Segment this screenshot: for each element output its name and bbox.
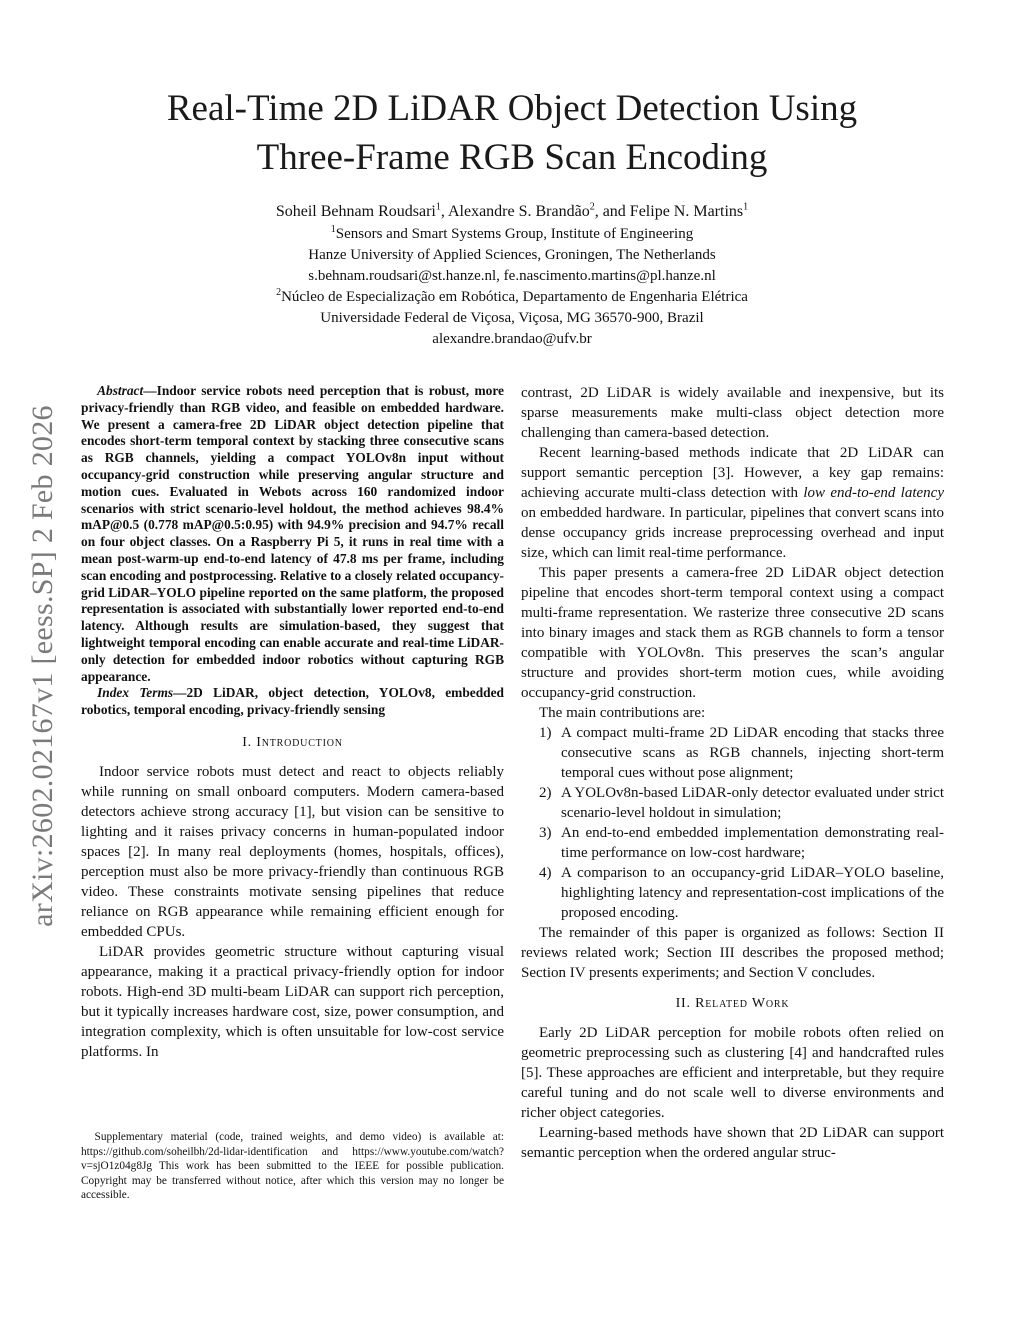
author-2-affil: 2 <box>589 201 595 213</box>
affiliation-2-text: Núcleo de Especialização em Robótica, Departamento de Engenharia Elétrica <box>281 289 748 305</box>
affiliation-1-line-1 <box>100 224 924 245</box>
intro-paragraph-4: This paper presents a camera-free 2D LiDAR object detection pipeline that encodes short-term temporal context using a compact multi-frame representation. We rasterize three consecutive 2D scans into binary images and stack them as RGB channels to form a tensor compatible with YOLOv8n. This preserves the scan’s angular structure and provides short-term motion cues, while avoiding occupancy-grid construction. <box>521 565 944 701</box>
index-terms <box>81 685 504 719</box>
intro-paragraph-3-part-b: on embedded hardware. In particular, pipelines that convert scans into dense occupancy grids increase preprocessing overhead and input size, which can limit real-time performance. <box>521 505 944 561</box>
intro-paragraph-3-part-a: Recent learning-based methods indicate that 2D LiDAR can support semantic perception [3]. However, a key gap remains: achieving accurate multi-class detection with <box>521 445 944 501</box>
arxiv-stamp-text: arXiv:2602.02167v1 [eess.SP] 2 Feb 2026 <box>26 405 60 927</box>
contribution-text: A compact multi-frame 2D LiDAR encoding that stacks three consecutive scans as RGB channels, injecting short-term temporal cues without pose alignment; <box>561 725 944 781</box>
affiliation-2-line-1 <box>100 287 924 308</box>
affiliation-1-line-2: Hanze University of Applied Sciences, Groningen, The Netherlands <box>308 247 716 263</box>
affiliation-2-line-2: Universidade Federal de Viçosa, Viçosa, MG 36570-900, Brazil <box>320 310 704 326</box>
intro-paragraph-3-emphasis: low end-to-end latency <box>803 485 944 501</box>
contribution-text: A comparison to an occupancy-grid LiDAR–YOLO baseline, highlighting latency and representation-cost implications of the proposed encoding. <box>561 865 944 921</box>
contribution-text: An end-to-end embedded implementation demonstrating real-time performance on low-cost hardware; <box>561 825 944 861</box>
title-line-2: Three-Frame RGB Scan Encoding <box>256 137 768 178</box>
affiliation-2-email: alexandre.brandao@ufv.br <box>432 331 592 347</box>
contribution-item <box>521 823 944 863</box>
contribution-number: 2) <box>539 785 552 801</box>
related-work-paragraph-1: Early 2D LiDAR perception for mobile robots often relied on geometric preprocessing such as clustering [4] and handcrafted rules [5]. These approaches are efficient and interpretable, but they require careful tuning and do not scale well to diverse environments and richer object categories. <box>521 1025 944 1121</box>
author-1: Soheil Behnam Roudsari <box>275 203 436 220</box>
author-3-affil: 1 <box>743 201 749 213</box>
affiliations <box>100 224 924 350</box>
contribution-item <box>521 863 944 923</box>
right-column <box>521 383 944 1163</box>
abstract <box>81 383 504 685</box>
index-terms-label: Index Terms <box>97 685 174 701</box>
related-work-paragraph-2: Learning-based methods have shown that 2D LiDAR can support semantic perception when the ordered angular struc- <box>521 1125 944 1161</box>
author-list <box>100 198 924 226</box>
section-heading-introduction: I. Introduction <box>242 734 343 750</box>
section-heading-related-work: II. Related Work <box>675 996 790 1011</box>
abstract-text: —Indoor service robots need perception that is robust, more privacy-friendly than RGB video, and feasible on embedded hardware. We present a camera-free 2D LiDAR object detection pipeline that encodes short-term temporal context by stacking three consecutive scans as RGB channels, yielding a compact YOLOv8n input without occupancy-grid construction while preserving angular structure and motion cues. Evaluated in Webots across 160 randomized indoor scenarios with strict scenario-level holdout, the method achieves 98.4% mAP@0.5 (0.778 mAP@0.5:0.95) with 94.9% precision and 94.7% recall on four object classes. On a Raspberry Pi 5, it runs in real time with a mean post-warm-up end-to-end latency of 47.8 ms per frame, including scan encoding and postprocessing. Relative to a closely related occupancy-grid LiDAR–YOLO pipeline reported on the same platform, the proposed representation is associated with substantially lower reported end-to-end latency. Although results are simulation-based, they suggest that lightweight temporal encoding can enable accurate and real-time LiDAR-only detection for embedded indoor robotics without capturing RGB appearance. <box>81 383 504 684</box>
affiliation-1-text: Sensors and Smart Systems Group, Institute of Engineering <box>335 226 694 242</box>
contribution-item <box>521 723 944 783</box>
contribution-text: A YOLOv8n-based LiDAR-only detector evaluated under strict scenario-level holdout in simulation; <box>561 785 944 821</box>
left-column <box>81 383 504 1062</box>
contributions-intro: The main contributions are: <box>539 705 706 721</box>
contributions-list <box>521 723 944 923</box>
abstract-label: Abstract <box>97 383 144 398</box>
contribution-number: 4) <box>539 865 552 881</box>
footnote: Supplementary material (code, trained weights, and demo video) is available at: https://github.com/soheilbh/2d-lidar-identification and https://www.youtube.com/watch?v=sjO1z04g8Jg This work has been submitted to the IEEE for possible publication. Copyright may be transferred without notice, after which this version may no longer be accessible. <box>81 1131 504 1202</box>
affiliation-1-emails: s.behnam.roudsari@st.hanze.nl, fe.nascimento.martins@pl.hanze.nl <box>308 268 716 284</box>
author-1-affil: 1 <box>435 201 441 213</box>
intro-paragraph-3 <box>521 443 944 563</box>
contribution-number: 3) <box>539 825 552 841</box>
arxiv-stamp <box>25 370 61 962</box>
intro-paragraph-2-continued: contrast, 2D LiDAR is widely available and inexpensive, but its sparse measurements make multi-class object detection more challenging than camera-based detection. <box>521 385 944 441</box>
title-line-1: Real-Time 2D LiDAR Object Detection Using <box>166 88 858 129</box>
paper-title <box>90 84 934 182</box>
intro-paragraph-organization: The remainder of this paper is organized as follows: Section II reviews related work; Section III describes the proposed method; Section IV presents experiments; and Section V concludes. <box>521 925 944 981</box>
intro-paragraph-1: Indoor service robots must detect and react to objects reliably while running on small onboard computers. Modern camera-based detectors achieve strong accuracy [1], but vision can be sensitive to lighting and it raises privacy concerns in human-populated indoor spaces [2]. In many real deployments (homes, hospitals, offices), perception must also be more privacy-friendly than continuous RGB video. These constraints motivate sensing pipelines that reduce reliance on RGB appearance while remaining efficient enough for embedded CPUs. <box>81 763 504 940</box>
contribution-number: 1) <box>539 725 552 741</box>
author-2: , Alexandre S. Brandão <box>440 203 590 220</box>
index-terms-text: —2D LiDAR, object detection, YOLOv8, embedded robotics, temporal encoding, privacy-friendly sensing <box>81 685 504 718</box>
affiliation-2-marker: 2 <box>276 287 282 298</box>
intro-paragraph-2: LiDAR provides geometric structure without capturing visual appearance, making it a practical privacy-friendly option for indoor robots. High-end 3D multi-beam LiDAR can support rich perception, but it typically increases hardware cost, size, power consumption, and integration complexity, which is often unsuitable for low-cost service platforms. In <box>81 943 504 1060</box>
affiliation-1-marker: 1 <box>330 224 336 235</box>
author-3: , and Felipe N. Martins <box>594 203 744 220</box>
contribution-item <box>521 783 944 823</box>
